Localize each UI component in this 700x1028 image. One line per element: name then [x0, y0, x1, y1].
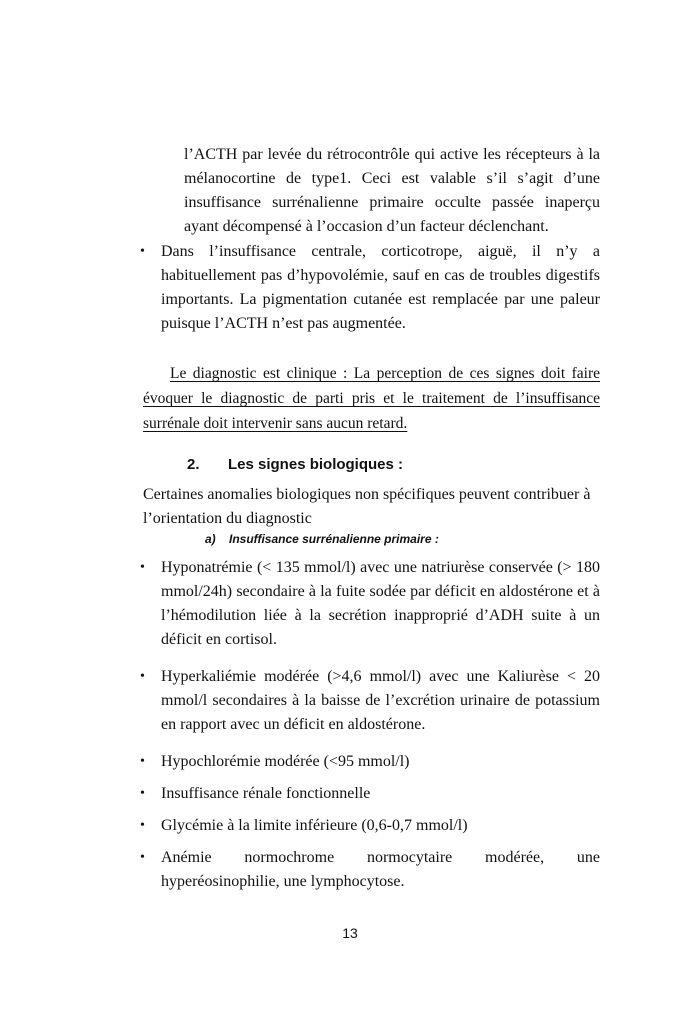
subsection-letter: a)	[205, 532, 216, 546]
clinical-bullet-list	[140, 240, 600, 336]
diagnostic-note: Le diagnostic est clinique : La perception de ces signes doit faire évoquer le diagnostic de parti pris et le traitement de l’insuffisance surrénale doit intervenir sans aucun retard.	[143, 365, 600, 432]
section-number: 2.	[187, 456, 200, 473]
subsection-heading	[205, 532, 439, 546]
list-item	[140, 750, 600, 774]
list-item-text: Anémie normochrome normocytaire modérée, une hyperéosinophilie, une lymphocytose.	[161, 849, 600, 890]
list-item-text: Glycémie à la limite inférieure (0,6-0,7 mmol/l)	[161, 817, 468, 834]
list-item	[140, 556, 600, 652]
list-item	[140, 846, 600, 894]
list-item-text: Hyponatrémie (< 135 mmol/l) avec une natriurèse conservée (> 180 mmol/24h) secondaire à la fuite sodée par déficit en aldostérone et à l’hémodilution liée à la secrétion inapproprié d’ADH suite à un déficit en cortisol.	[161, 559, 600, 648]
section-heading	[187, 456, 403, 473]
list-item-text: Hypochlorémie modérée (<95 mmol/l)	[161, 753, 410, 770]
list-item	[140, 782, 600, 806]
bullet-icon: •	[140, 669, 145, 684]
subsection-title: Insuffisance surrénalienne primaire :	[229, 532, 439, 546]
bullet-icon: •	[140, 818, 145, 833]
list-item-text: Insuffisance rénale fonctionnelle	[161, 785, 371, 802]
bullet-icon: •	[140, 786, 145, 801]
bullet-icon: •	[140, 754, 145, 769]
intro-paragraph: Certaines anomalies biologiques non spécifiques peuvent contribuer à l’orientation du diagnostic	[143, 486, 591, 527]
list-item	[140, 665, 600, 737]
bullet-icon: •	[140, 850, 145, 865]
continuation-paragraph: l’ACTH par levée du rétrocontrôle qui active les récepteurs à la mélanocortine de type1. Ceci est valable s’il s’agit d’une insuffisance surrénalienne primaire occulte passée inaperçu ayant décompensé à l’occasion d’un facteur déclenchant.	[184, 146, 600, 235]
list-item	[140, 240, 600, 336]
section-title: Les signes biologiques :	[228, 456, 404, 473]
biological-bullet-list	[140, 556, 600, 907]
page-number: 13	[342, 925, 358, 941]
list-item-text: Dans l’insuffisance centrale, corticotrope, aiguë, il n’y a habituellement pas d’hypovolémie, sauf en cas de troubles digestifs importants. La pigmentation cutanée est remplacée par une paleur puisque l’ACTH n’est pas augmentée.	[161, 243, 600, 332]
list-item-text: Hyperkaliémie modérée (>4,6 mmol/l) avec une Kaliurèse < 20 mmol/l secondaires à la baisse de l’excrétion urinaire de potassium en rapport avec un déficit en aldostérone.	[161, 668, 600, 733]
bullet-icon: •	[140, 560, 145, 575]
bullet-icon: •	[140, 244, 145, 259]
list-item	[140, 814, 600, 838]
